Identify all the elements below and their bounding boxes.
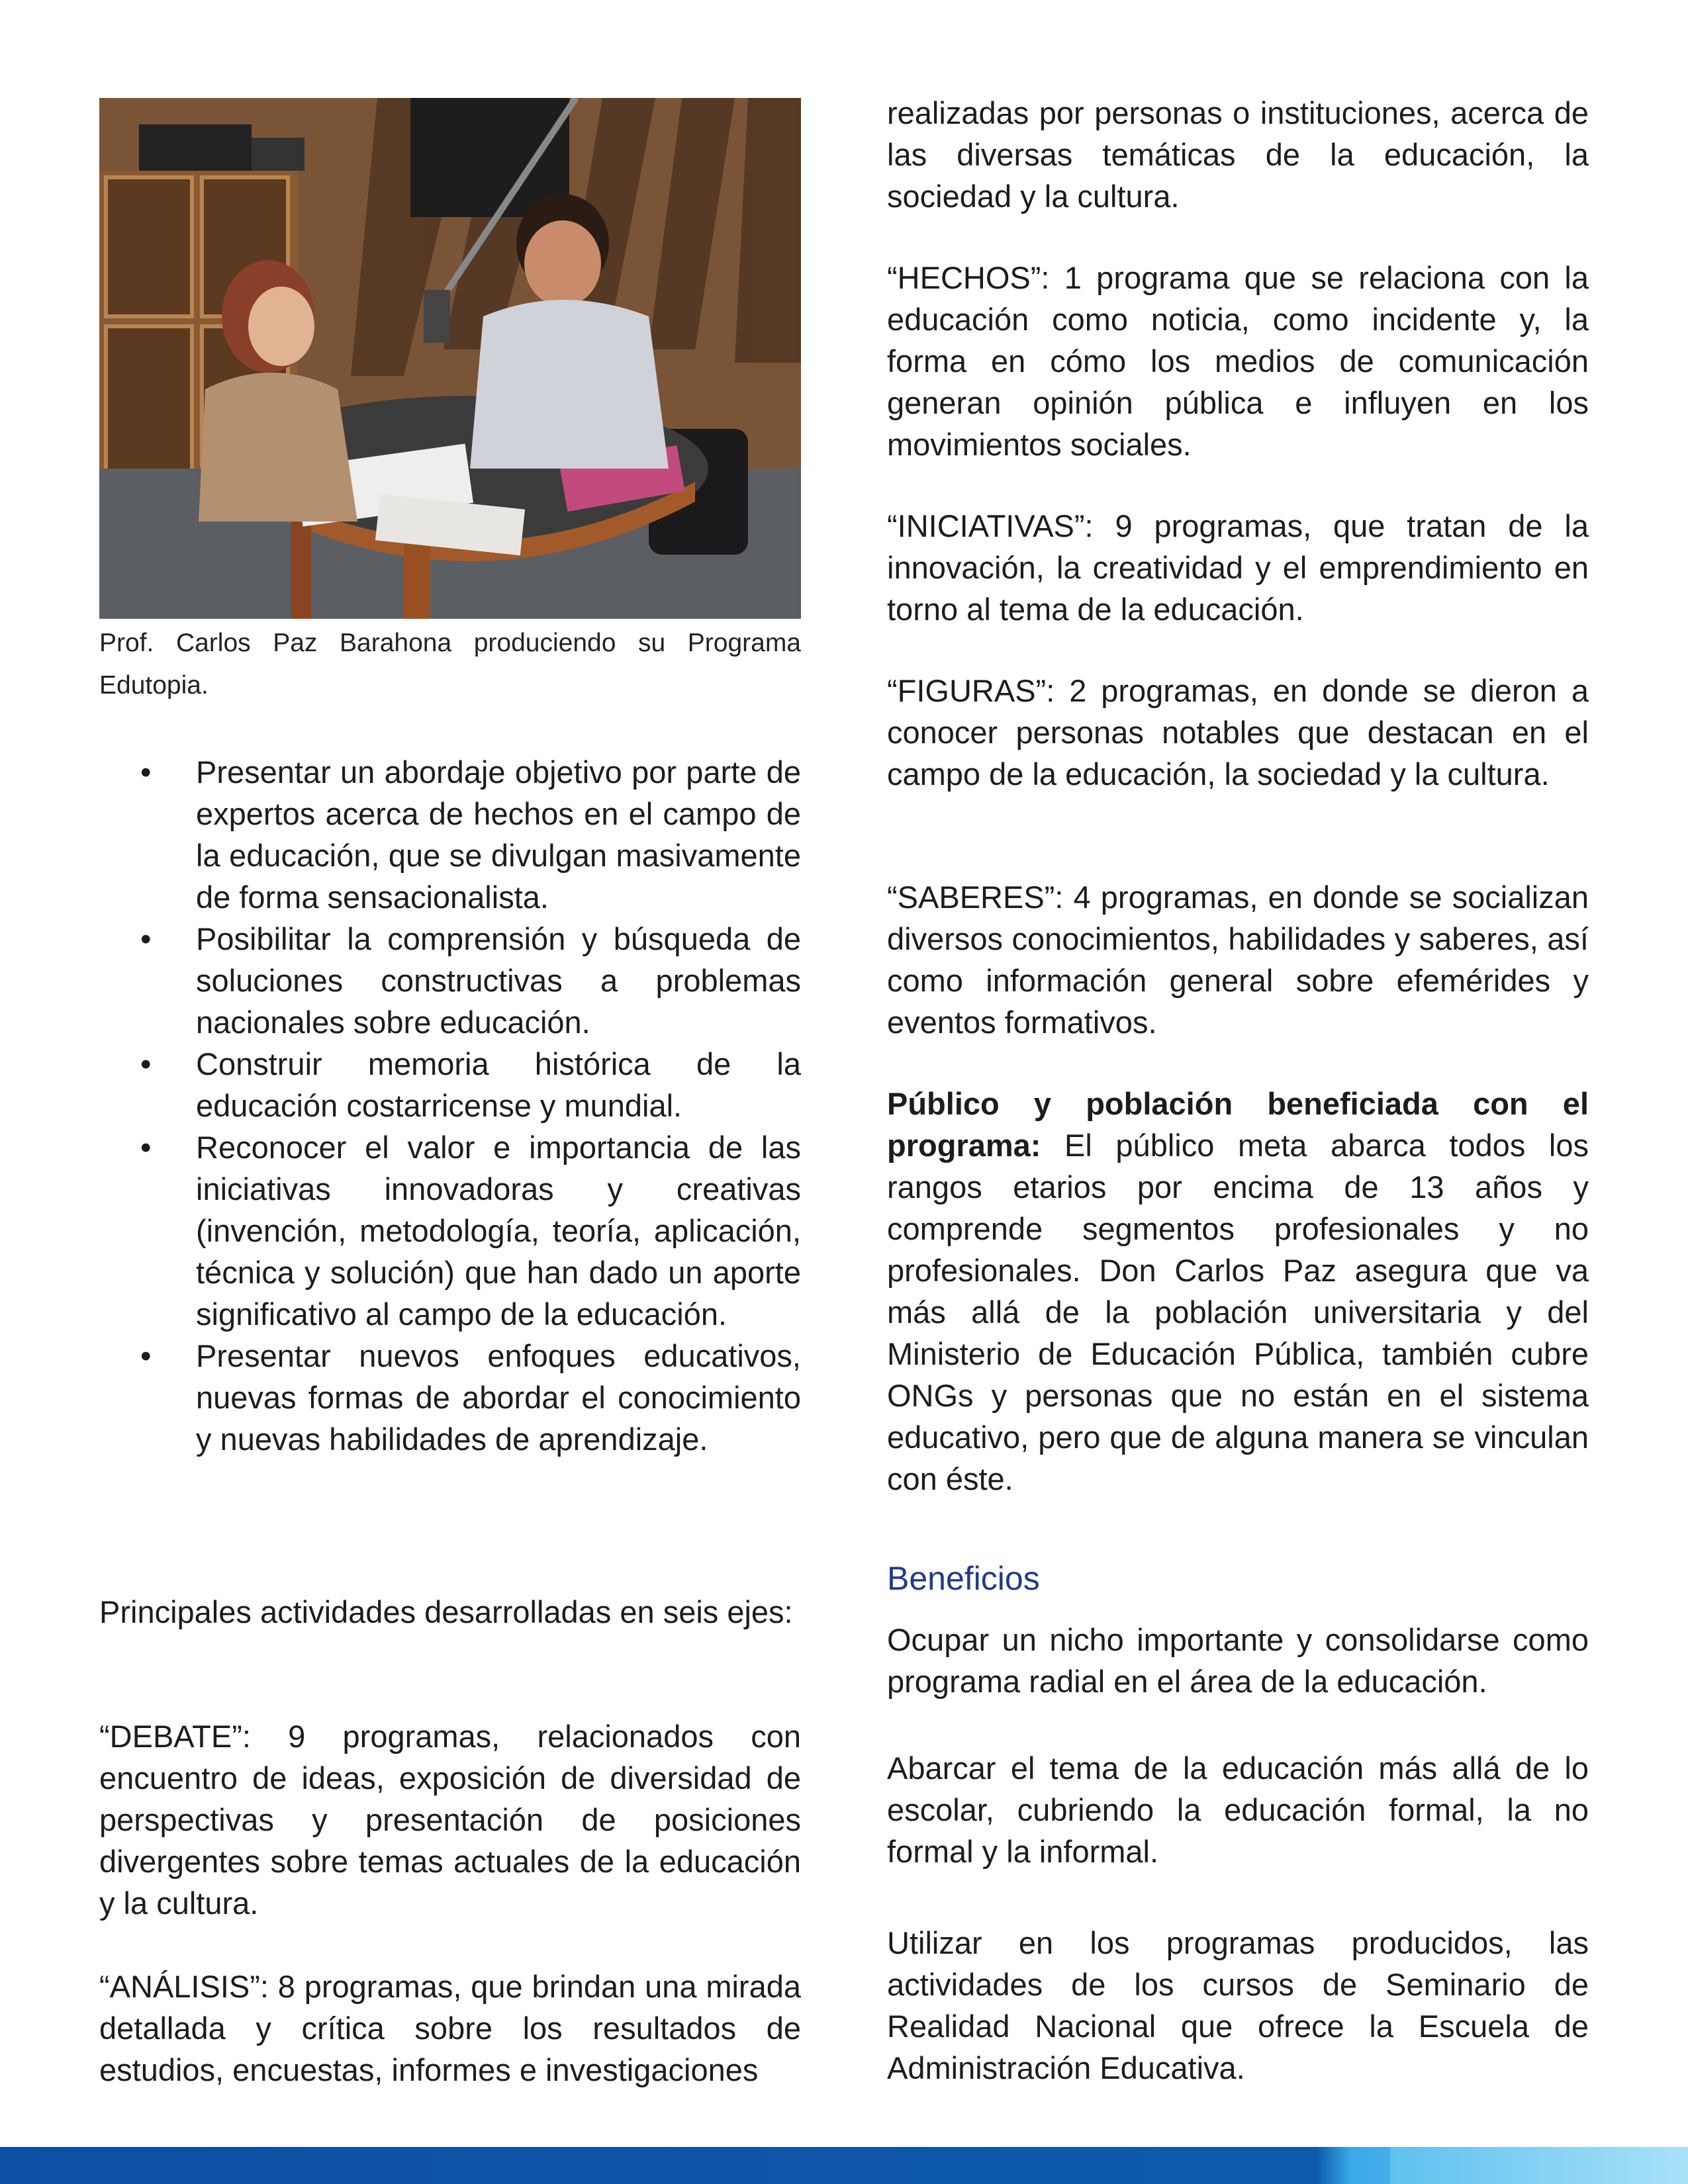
beneficio-3: Utilizar en los programas producidos, las actividades de los cursos de Seminario de Realidad Nacional que ofrece la Escuela de Administración Educativa. bbox=[887, 1925, 1589, 2085]
photo-caption: Prof. Carlos Paz Barahona produciendo su Programa Edutopia. bbox=[99, 629, 801, 700]
figuras-paragraph: “FIGURAS”: 2 programas, en donde se dieron a conocer personas notables que destacan en el campo de la educación, la sociedad y la cultura. bbox=[887, 673, 1589, 792]
analisis-continuation: realizadas por personas o instituciones, acerca de las diversas temáticas de la educación, la sociedad y la cultura. bbox=[887, 95, 1589, 214]
beneficio-1: Ocupar un nicho importante y consolidarse como programa radial en el área de la educación. bbox=[887, 1622, 1589, 1699]
beneficio-2: Abarcar el tema de la educación más allá de lo escolar, cubriendo la educación formal, la no formal y la informal. bbox=[887, 1751, 1589, 1869]
objectives-list bbox=[99, 751, 801, 1460]
footer-bar bbox=[0, 2147, 1688, 2184]
list-item bbox=[99, 918, 801, 1043]
bullet-icon: • bbox=[140, 1046, 152, 1081]
objective-text: Presentar un abordaje objetivo por parte de expertos acerca de hechos en el campo de la educación, que se divulgan masivamente de forma sensacionalista. bbox=[196, 754, 801, 915]
bullet-icon: • bbox=[140, 1338, 152, 1373]
list-item bbox=[99, 1043, 801, 1126]
bullet-icon: • bbox=[140, 921, 152, 956]
footer-accent bbox=[1390, 2147, 1688, 2184]
hechos-paragraph: “HECHOS”: 1 programa que se relaciona con la educación como noticia, como incidente y, la forma en cómo los medios de comunicación generan opinión pública e influyen en los movimientos sociales. bbox=[887, 260, 1589, 462]
publico-label: Público y población beneficiada con el programa: bbox=[887, 1086, 1589, 1163]
beneficios-heading: Beneficios bbox=[887, 1560, 1040, 1597]
photo-illustration bbox=[99, 98, 801, 619]
debate-paragraph: “DEBATE”: 9 programas, relacionados con encuentro de ideas, exposición de diversidad de perspectivas y presentación de posiciones divergentes sobre temas actuales de la educación y la cultura. bbox=[99, 1719, 801, 1921]
radio-studio-photo bbox=[99, 98, 801, 619]
publico-text: El público meta abarca todos los rangos etarios por encima de 13 años y comprende segmentos profesionales y no profesionales. Don Carlos Paz asegura que va más allá de la población universitaria y del Ministerio de Educación Pública, también cubre ONGs y personas que no están en el sistema educativo, pero que de alguna manera se vinculan con éste. bbox=[887, 1128, 1589, 1496]
bullet-icon: • bbox=[140, 1130, 152, 1165]
activities-intro: Principales actividades desarrolladas en seis ejes: bbox=[99, 1594, 793, 1629]
iniciativas-paragraph: “INICIATIVAS”: 9 programas, que tratan de la innovación, la creatividad y el emprendimiento en torno al tema de la educación. bbox=[887, 508, 1589, 627]
objective-text: Construir memoria histórica de la educación costarricense y mundial. bbox=[196, 1046, 801, 1123]
saberes-paragraph: “SABERES”: 4 programas, en donde se socializan diversos conocimientos, habilidades y saberes, así como información general sobre efemérides y eventos formativos. bbox=[887, 880, 1589, 1040]
objective-text: Posibilitar la comprensión y búsqueda de soluciones constructivas a problemas nacionales sobre educación. bbox=[196, 921, 801, 1040]
objective-text: Reconocer el valor e importancia de las iniciativas innovadoras y creativas (invención, metodología, teoría, aplicación, técnica y solución) que han dado un aporte significativo al campo de la educación. bbox=[196, 1130, 801, 1332]
bullet-icon: • bbox=[140, 754, 152, 790]
publico-paragraph bbox=[887, 1083, 1589, 1500]
objective-text: Presentar nuevos enfoques educativos, nuevas formas de abordar el conocimiento y nuevas habilidades de aprendizaje. bbox=[196, 1338, 801, 1457]
list-item bbox=[99, 1126, 801, 1335]
list-item bbox=[99, 1335, 801, 1460]
analisis-paragraph: “ANÁLISIS”: 8 programas, que brindan una mirada detallada y crítica sobre los resultados de estudios, encuestas, informes e investigaciones bbox=[99, 1969, 801, 2087]
list-item bbox=[99, 751, 801, 918]
